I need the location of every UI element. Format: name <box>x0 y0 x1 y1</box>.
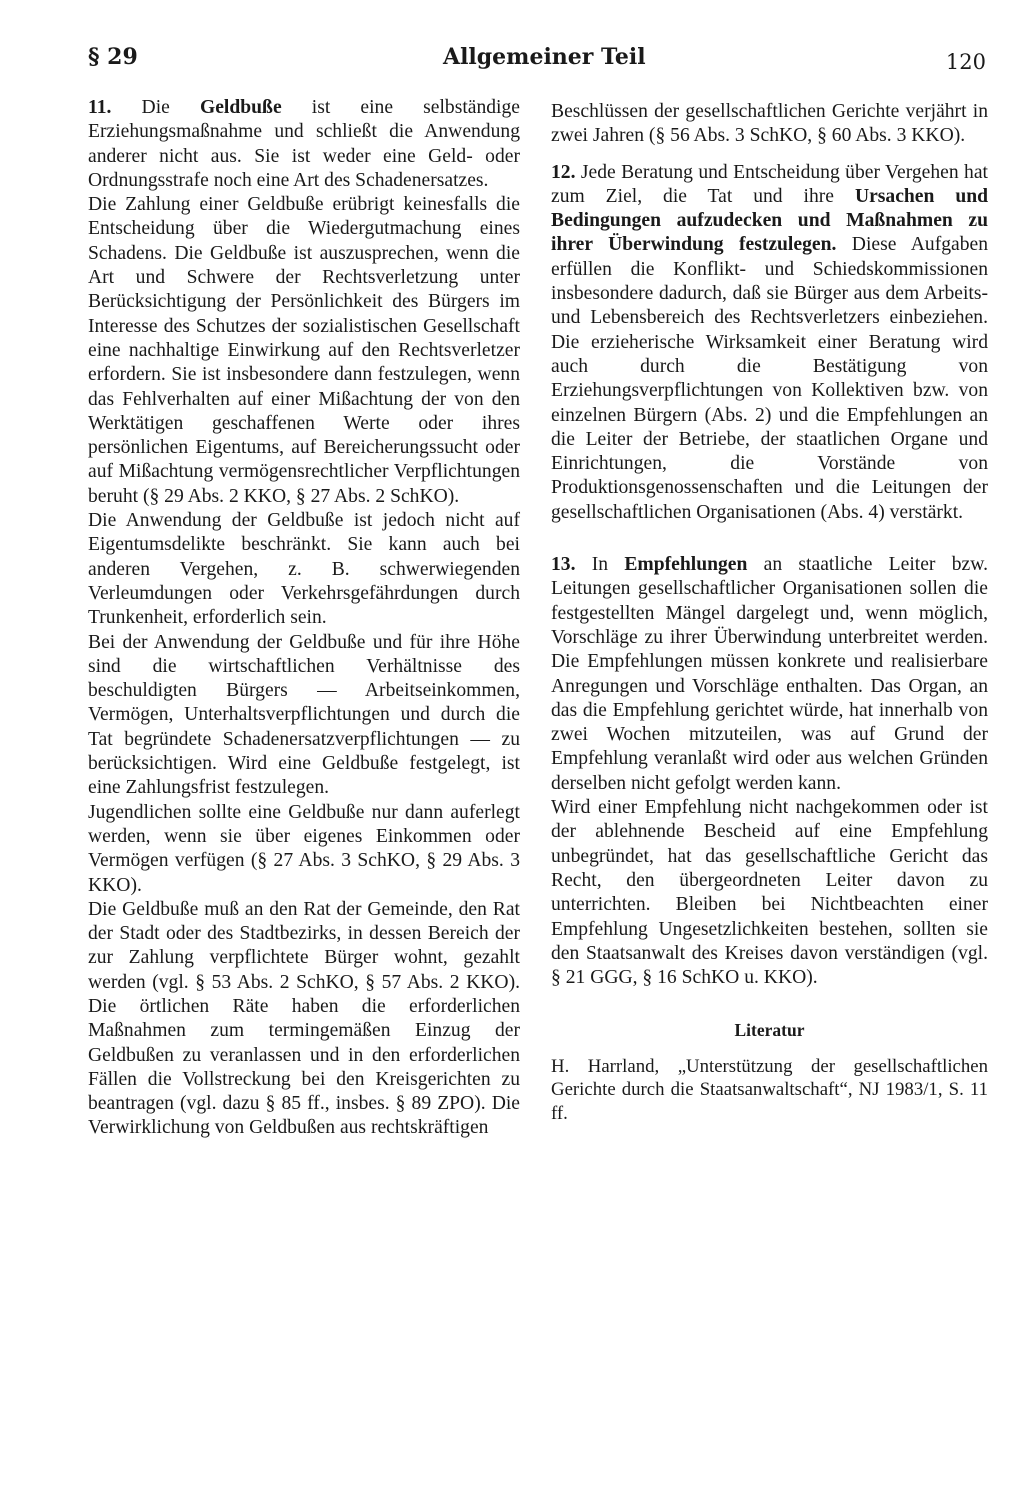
paragraph-text: Bei der Anwendung der Geldbuße und für ihre Höhe sind die wirtschaftlichen Verhältnisse des beschuldigten Bürgers — Arbeitseinkommen, Vermögen, Unterhaltsverpflichtungen und durch die Tat begründete Schadenersatzverpflichtungen — zu berücksichtigen. Wird eine Geldbuße festgelegt, ist eine Zahlungsfrist festzulegen. <box>88 631 520 799</box>
paragraph-text: Diese Aufgaben erfüllen die Konflikt- und Schiedskommissionen insbesondere dadurch, daß sie Bürger aus dem Arbeits- und Lebensbereich des Rechtsverletzers einbeziehen. Die erzieherische Wirksamkeit einer Beratung wird auch durch die Bestätigung von Erziehungsverpflichtungen von Kollektiven bzw. von einzelnen Bürgern (Abs. 2) und die Empfehlungen an die Leiter der Betriebe, der staatlichen Organe und Einrichtungen, die Vorstände von Produktionsgenossenschaften und die Leitungen der gesellschaftlichen Organisationen (Abs. 4) verstärkt. <box>551 234 988 523</box>
paragraph-12 <box>551 161 988 525</box>
emphasis-term: Ursachen und Bedingungen aufzudecken und Maßnahmen zu ihrer Überwindung festzulegen. <box>551 185 989 256</box>
paragraph-text: Die Zahlung einer Geldbuße erübrigt keinesfalls die Entscheidung über die Wiedergutmachung eines Schadens. Die Geldbuße ist auszusprechen, wenn die Art und Schwere der Rechtsverletzung unter Berücksichtigung der Persönlichkeit des Bürgers im Interesse des Schutzes der sozialistischen Gesellschaft eine nachhaltige Einwirkung auf den Rechtsverletzer erfordern. Sie ist insbesondere dann festzulegen, wenn das Fehlverhalten auf einer Mißachtung der von den Werktätigen geschaffenen Werte oder ihres persönlichen Eigentums, auf Bereicherungssucht oder auf Mißachtung vermögensrechtlicher Verpflichtungen beruht (§ 29 Abs. 2 KKO, § 27 Abs. 2 SchKO). <box>88 194 520 507</box>
paragraph-text: In <box>591 554 609 576</box>
paragraph-number: 12. <box>551 161 576 183</box>
emphasis-term: Geldbuße <box>199 97 282 118</box>
paragraph-text: Wird einer Empfehlung nicht nachgekommen oder ist der ablehnende Bescheid auf eine Empfehlung unbegründet, hat das gesellschaftliche Gericht das Recht, den übergeordneten Leiter davon zu unterrichten. Bleiben bei Nichtbeachten einer Empfehlung Ungesetzlichkeiten bestehen, sollten sie den Staatsanwalt des Kreises davon verständigen (vgl. § 21 GGG, § 16 SchKO u. KKO). <box>551 797 988 989</box>
paragraph-continuation: Beschlüssen der gesellschaftlichen Gerichte verjährt in zwei Jahren (§ 56 Abs. 3 SchKO, § 60 Abs. 3 KKO). <box>551 101 988 147</box>
running-title: Allgemeiner Teil <box>443 44 646 70</box>
paragraph-11 <box>88 96 520 193</box>
paragraph-number: 13. <box>551 554 576 576</box>
page-header <box>88 44 986 78</box>
paragraph-text: Jede Beratung und Entscheidung über Vergehen hat zum Ziel, die Tat und ihre <box>551 161 988 207</box>
paragraph-text: Die <box>141 97 170 118</box>
literatur-heading: Literatur <box>734 1020 805 1041</box>
right-column <box>551 100 988 1125</box>
paragraph-text: an staatliche Leiter bzw. Leitungen gesellschaftlicher Organisationen sollen die festgestellten Mängel dargelegt und, wenn möglich, Vorschläge zu ihrer Überwindung unterbreitet werden. Die Empfehlungen müssen konkrete und realisierbare Anregungen und Vorschläge enthalten. Das Organ, an das die Empfehlung gerichtet würde, hat innerhalb von zwei Wochen mitzuteilen, was auf Grund der Empfehlung veranlaßt wird oder aus welchen Gründen derselben nicht gefolgt werden kann. <box>551 554 988 794</box>
paragraph-number: 11. <box>88 97 112 118</box>
left-column <box>88 96 520 1141</box>
paragraph-text: ist eine selbständige Erziehungsmaßnahme und schließt die Anwendung anderer nicht aus. Sie ist weder eine Geld- oder Ordnungsstrafe noch eine Art des Schadenersatzes. <box>88 97 520 191</box>
section-marker: § 29 <box>88 44 138 70</box>
paragraph-13 <box>551 553 988 796</box>
paragraph-text: Die Anwendung der Geldbuße ist jedoch nicht auf Eigentumsdelikte beschränkt. Sie kann auch bei anderen Vergehen, z. B. schwerwiegenden Verleumdungen oder Verkehrsgefährdungen durch Trunkenheit, erforderlich sein. <box>88 510 520 629</box>
page-number: 120 <box>945 50 986 74</box>
emphasis-term: Empfehlungen <box>624 554 748 576</box>
paragraph-text: Jugendlichen sollte eine Geldbuße nur dann auferlegt werden, wenn sie über eigenes Einkommen oder Vermögen verfügen (§ 27 Abs. 3 SchKO, § 29 Abs. 3 KKO). <box>88 801 520 896</box>
paragraph-text: Die Geldbuße muß an den Rat der Gemeinde, den Rat der Stadt oder des Stadtbezirks, in dessen Bereich der zur Zahlung verpflichtete Bürger wohnt, gezahlt werden (vgl. § 53 Abs. 2 SchKO, § 57 Abs. 2 KKO). Die örtlichen Räte haben die erforderlichen Maßnahmen zum termingemäßen Einzug der Geldbußen zu veranlassen und in den erforderlichen Fällen die Vollstreckung bei den Kreisgerichten zu beantragen (vgl. dazu § 85 ff., insbes. § 89 ZPO). Die Verwirklichung von Geldbußen aus rechtskräftigen <box>88 898 520 1139</box>
literatur-entry: H. Harrland, „Unterstützung der gesellschaftlichen Gerichte durch die Staatsanwaltschaft“, NJ 1983/1, S. 11 ff. <box>551 1055 988 1124</box>
